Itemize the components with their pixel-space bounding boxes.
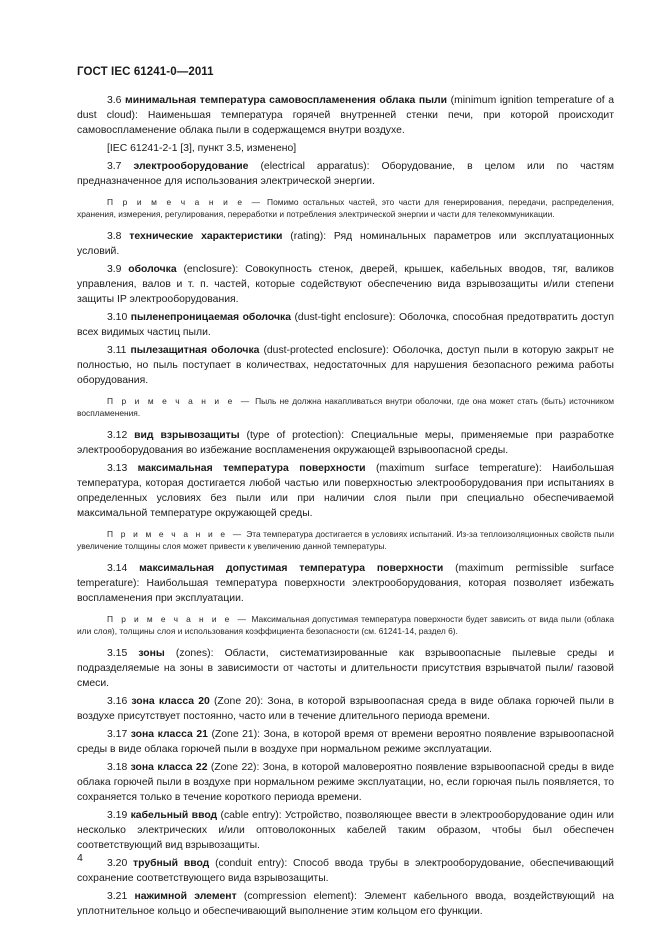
clause-number: 3.8 — [107, 231, 122, 242]
term: трубный ввод — [133, 858, 210, 869]
note-paragraph — [77, 395, 614, 419]
definition-text: (enclosure): Совокупность стенок, дверей, крышек, кабельных вводов, тяг, валиков управления, валов и т. п. частей, которые содействуют обеспечению вида взрывозащиты и/или степени защиты IP электрооборудования. — [77, 264, 614, 305]
definition-text: (type of protection): Специальные меры, применяемые при разработке электрооборудования во избежание воспламенения окружающей взрывоопасной среды. — [77, 430, 614, 456]
term: зона класса 21 — [130, 729, 208, 740]
note-paragraph — [77, 613, 614, 637]
term: пылезащитная оболочка — [130, 345, 260, 356]
note-text: Пыль не должна накапливаться внутри оболочки, где она может стать (быть) источником воспламенения. — [77, 396, 614, 418]
definition-text: (minimum ignition temperature of a dust cloud): Наименьшая температура горячей внутренней стенки печи, при которой происходит самовоспламенение облака пыли в содержащемся внутри воздухе. — [77, 95, 614, 136]
definition-paragraph — [77, 229, 614, 259]
term: кабельный ввод — [130, 810, 218, 821]
note-text: Эта температура достигается в условиях испытаний. Из-за теплоизоляционных свойств пыли увеличение толщины слоя может привести к увеличению данной температуры. — [77, 529, 615, 551]
clause-number: 3.9 — [107, 264, 122, 275]
term: электрооборудование — [133, 161, 249, 172]
note-text: Помимо остальных частей, это части для генерирования, передачи, распределения, хранения, измерения, регулирования, переработки и потребления электрической энергии и части для телекоммуникации. — [77, 197, 615, 219]
definition-text: (Zone 21): Зона, в которой время от времени вероятно появление взрывоопасной среды в виде облака горючей пыли в воздухе при нормальном режиме эксплуатации. — [77, 729, 614, 755]
reference-line: [IEC 61241-2-1 [3], пункт 3.5, изменено] — [107, 143, 297, 154]
clause-number: 3.13 — [107, 463, 128, 474]
definition-paragraph — [77, 856, 614, 886]
clause-number: 3.12 — [107, 430, 128, 441]
term: вид взрывозащиты — [134, 430, 240, 441]
note-paragraph — [77, 528, 614, 552]
definition-paragraph — [77, 760, 614, 805]
note-label: П р и м е ч а н и е — — [107, 529, 244, 539]
definition-paragraph — [77, 694, 614, 724]
definition-text: (dust-tight enclosure): Оболочка, способная предотвратить доступ всех видимых частиц пыли. — [77, 312, 614, 338]
definition-text: (dust-protected enclosure): Оболочка, доступ пыли в которую закрыт не полностью, но пыль поступает в количествах, недостаточных для нарушения безопасного режима работы оборудования. — [77, 345, 614, 386]
page-header: ГОСТ IEC 61241-0—2011 — [77, 66, 214, 78]
term: зоны — [138, 648, 165, 659]
clause-number: 3.19 — [107, 810, 128, 821]
term: оболочка — [128, 264, 177, 275]
term: пыленепроницаемая оболочка — [130, 312, 291, 323]
term: максимальная допустимая температура поверхности — [139, 563, 444, 574]
definition-paragraph — [77, 889, 614, 919]
page-number: 4 — [77, 852, 83, 864]
definition-paragraph — [77, 343, 614, 388]
clause-number: 3.11 — [107, 345, 127, 356]
note-label: П р и м е ч а н и е — — [107, 396, 252, 406]
definition-text: (Zone 22): Зона, в которой маловероятно появление взрывоопасной среды в виде облака горючей пыли в воздухе при нормальном режиме эксплуатации, но, если горючая пыль появляется, то сохраняется только в течение короткого периода времени. — [77, 762, 614, 803]
note-paragraph — [77, 196, 614, 220]
definition-paragraph — [77, 262, 614, 307]
definition-paragraph — [77, 310, 614, 340]
document-body — [77, 93, 614, 922]
clause-number: 3.18 — [107, 762, 128, 773]
clause-number: 3.17 — [107, 729, 128, 740]
clause-number: 3.7 — [107, 161, 122, 172]
term: зона класса 22 — [130, 762, 208, 773]
term: технические характеристики — [129, 231, 283, 242]
term: зона класса 20 — [131, 696, 210, 707]
definition-paragraph — [77, 159, 614, 189]
clause-number: 3.20 — [107, 858, 128, 869]
definition-paragraph — [77, 461, 614, 521]
definition-paragraph — [77, 93, 614, 138]
term: минимальная температура самовоспламенения облака пыли — [125, 95, 448, 106]
clause-number: 3.10 — [107, 312, 128, 323]
definition-text: (maximum permissible surface temperature): Наибольшая температура поверхности электрооборудования, которая позволяет избежать воспламенения при эксплуатации. — [77, 563, 615, 604]
clause-number: 3.15 — [107, 648, 128, 659]
term: нажимной элемент — [134, 891, 237, 902]
definition-paragraph — [77, 727, 614, 757]
note-text: Максимальная допустимая температура поверхности будет зависить от вида пыли (облака или слоя), толщины слоя и использования коэффициента безопасности (см. 61241-14, раздел 6). — [77, 614, 615, 636]
clause-number: 3.21 — [107, 891, 128, 902]
term: максимальная температура поверхности — [137, 463, 366, 474]
definition-text: (zones): Области, систематизированные как взрывоопасные пылевые среды и подразделяемые на зоны в зависимости от частоты и длительности присутствия взрывчатой пыли/ газовой смеси. — [77, 648, 614, 689]
definition-text: (Zone 20): Зона, в которой взрывоопасная среда в виде облака горючей пыли в воздухе присутствует постоянно, часто или в течение длительного периода времени. — [77, 696, 614, 722]
definition-paragraph — [77, 808, 614, 853]
definition-paragraph — [77, 561, 614, 606]
definition-text: (compression element): Элемент кабельного ввода, воздействующий на уплотнительное кольцо и обеспечивающий выполнение этим кольцом его функции. — [77, 891, 614, 917]
definition-text: (rating): Ряд номинальных параметров или эксплуатационных условий. — [77, 231, 615, 257]
definition-text: (cable entry): Устройство, позволяющее ввести в электрооборудование один или несколько электрических и/или оптоволоконных кабелей таким образом, чтобы был обеспечен соответствующий вид взрывозащиты. — [77, 810, 614, 851]
note-label: П р и м е ч а н и е — — [107, 197, 263, 207]
definition-text: (maximum surface temperature): Наибольшая температура, которая достигается любой частью или поверхностью электрооборудования при испытаниях в определенных условиях без пыли или при наличии слоя пыли при специально обеспечиваемой максимальной температуре окружающей среды. — [77, 463, 614, 519]
clause-number: 3.16 — [107, 696, 128, 707]
definition-text: (conduit entry): Способ ввода трубы в электрооборудование, обеспечивающий сохранение соответствующего вида взрывозащиты. — [77, 858, 614, 884]
definition-paragraph — [77, 646, 614, 691]
clause-number: 3.14 — [107, 563, 128, 574]
definition-text: (electrical apparatus): Оборудование, в целом или по частям предназначенное для использования электрической энергии. — [77, 161, 614, 187]
definition-paragraph — [77, 428, 614, 458]
clause-number: 3.6 — [107, 95, 122, 106]
note-label: П р и м е ч а н и е — — [107, 614, 249, 624]
